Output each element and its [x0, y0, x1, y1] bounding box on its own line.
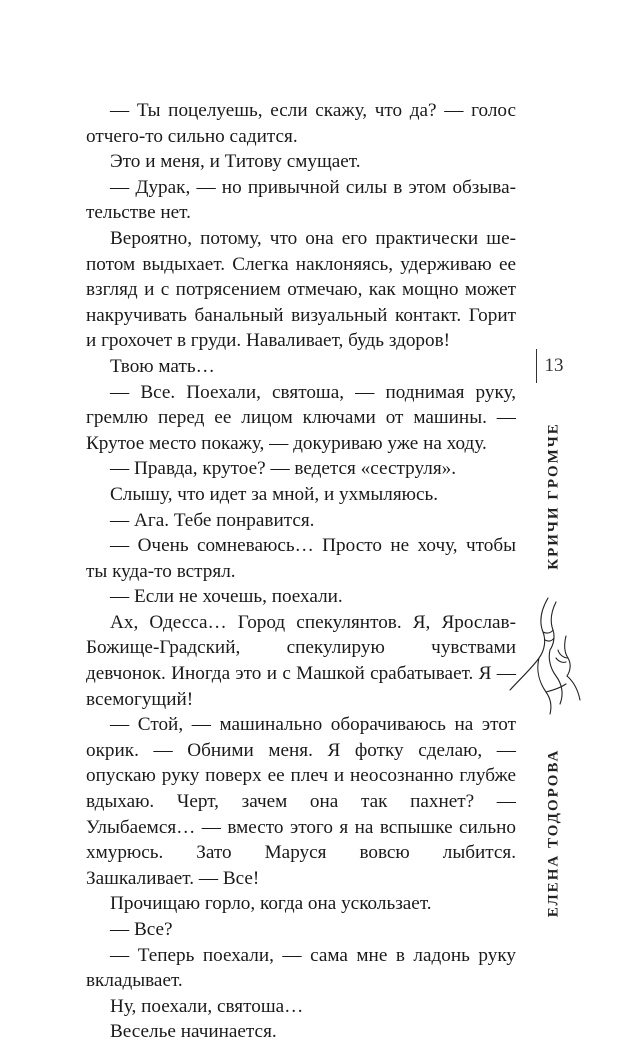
paragraph-1: — Ты поцелуешь, если скажу, что да? — голос отчего-то сильно садится.	[86, 100, 516, 147]
paragraph-16: — Теперь поехали, — сама мне в ладонь руку вкладывает.	[86, 944, 516, 992]
paragraph-6: — Все. Поехали, святоша, — поднимая руку, гремлю перед ее лицом ключами от машины. — Крутое место покажу, — докуриваю уже на ходу.	[86, 381, 516, 454]
paragraph-17: Ну, поехали, святоша…	[110, 995, 304, 1017]
paragraph-15: — Все?	[110, 919, 173, 940]
embracing-couple-line-art-icon	[508, 596, 584, 716]
paragraph-14: Прочищаю горло, когда она ускользает.	[110, 893, 432, 915]
paragraph-4: Вероятно, потому, что она его практически шепотом выдыхает. Слегка наклоняясь, удерживаю ее взгляд и с потрясением отмечаю, как мощно может накручивать банальный визуальный контакт. Горит и грохочет в груди. Наваливает, будь здоров!	[86, 227, 516, 352]
paragraph-13: — Стой, — машинально оборачиваюсь на этот окрик. — Обними меня. Я фотку сделаю, — опускаю руку поверх ее плеч и неосознанно глубже вдыхаю. Черт, зачем она так пахнет? — Улыбаемся… — вместо этого я на вспышке сильно хмурюсь. Зато Маруся вовсю лыбится. Зашкаливает. — Все!	[86, 714, 516, 889]
running-title: КРИЧИ ГРОМЧЕ	[545, 422, 562, 570]
page-number: 13	[544, 355, 564, 376]
paragraph-3: — Дурак, — но привычной силы в этом обзывательстве нет.	[86, 176, 516, 224]
paragraph-9: — Ага. Тебе понравится.	[110, 509, 315, 531]
paragraph-8: Слышу, что идет за мной, и ухмыляюсь.	[110, 483, 439, 505]
paragraph-18: Веселье начинается.	[110, 1021, 277, 1043]
paragraph-11: — Если не хочешь, поехали.	[110, 586, 343, 608]
paragraph-12: Ах, Одесса… Город спекулянтов. Я, Ярослав-Божище-Градский, спекулирую чувствами девчонок. Иногда это и с Машкой срабатывает. Я — всемогущий!	[86, 611, 516, 710]
paragraph-10: — Очень сомневаюсь… Просто не хочу, чтобы ты куда-то встрял.	[86, 535, 516, 582]
paragraph-5: Твою мать…	[110, 355, 215, 377]
running-author: ЕЛЕНА ТОДОРОВА	[545, 748, 562, 918]
paragraph-7: — Правда, крутое? — ведется «сеструля».	[110, 458, 457, 480]
main-text	[86, 98, 516, 1045]
paragraph-2: Это и меня, и Титову смущает.	[110, 151, 361, 173]
